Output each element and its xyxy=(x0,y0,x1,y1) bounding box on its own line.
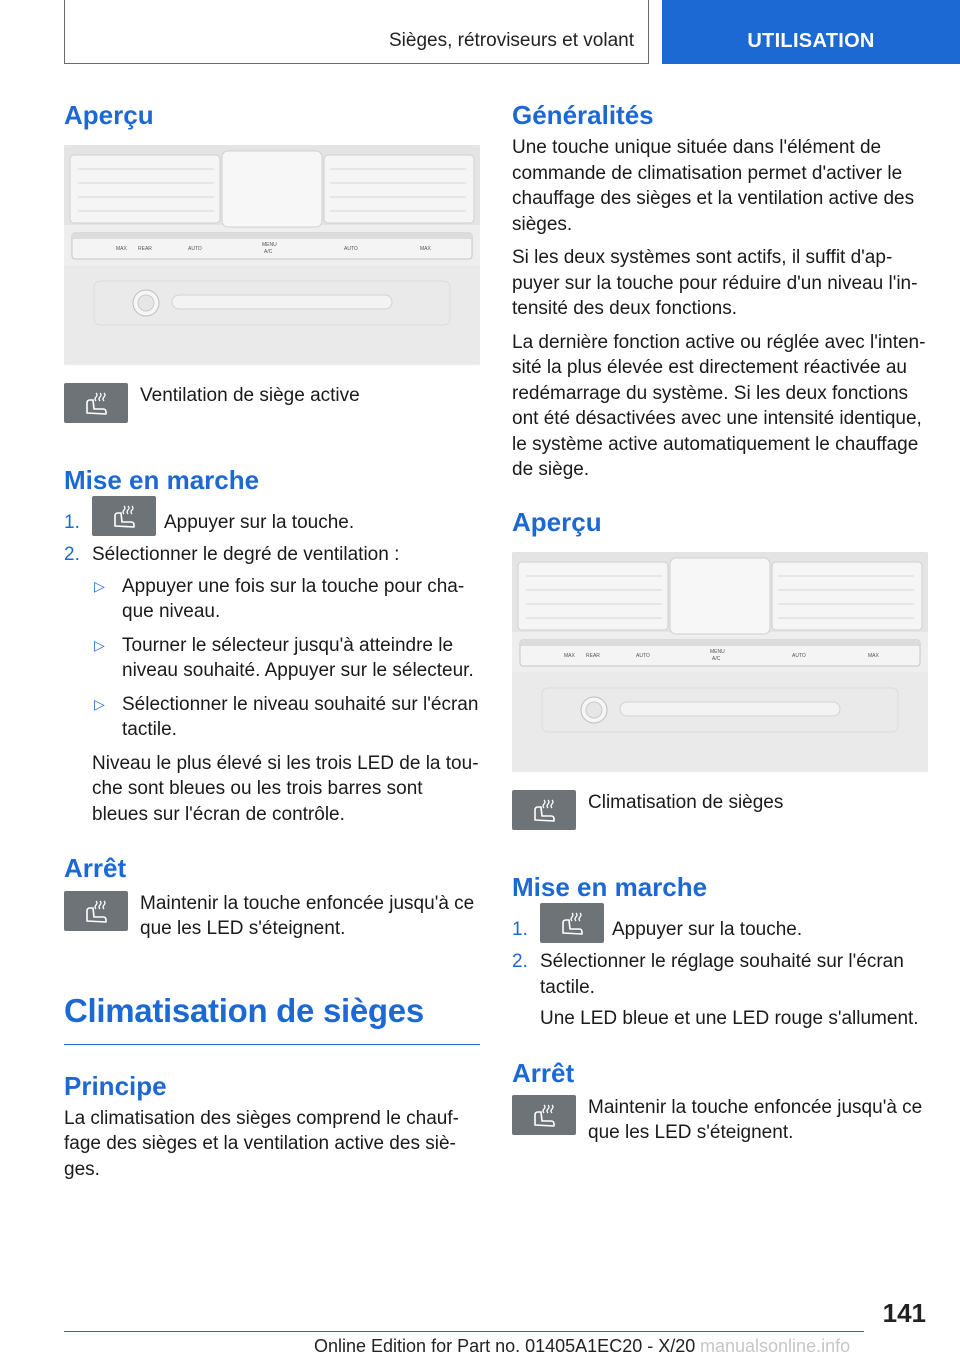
off-text: Maintenir la touche enfoncée jusqu'à ce que les LED s'éteignent. xyxy=(140,892,475,940)
overview-caption: Ventilation de siège active xyxy=(140,385,360,407)
off-heading: Arrêt xyxy=(64,853,127,884)
footer-watermark: manualsonline.info xyxy=(700,1336,851,1356)
header-section-box xyxy=(64,0,649,64)
panel-label-auto1: AUTO xyxy=(188,246,202,253)
overview-legend xyxy=(512,790,928,830)
triangle-bullet-icon: ▷ xyxy=(94,636,105,653)
header-chapter-tab[interactable] xyxy=(662,0,960,64)
general-paragraph-1: Une touche unique située dans l'élément de commande de climatisation permet d'activer le chauffage des sièges et la ventilation active des sièges. xyxy=(512,137,915,235)
level-note: Niveau le plus élevé si les trois LED de la tou-che sont bleues ou les trois barres sont bleues sur l'écran de contrôle. xyxy=(92,752,479,825)
panel-label-auto1: AUTO xyxy=(636,652,650,659)
list-item: ▷ Tourner le sélecteur jusqu'à atteindre le niveau souhaité. Appuyer sur le sélecteur. xyxy=(94,634,474,682)
overview-heading: Aperçu xyxy=(512,506,602,537)
switch-on-steps xyxy=(64,510,480,827)
seat-ventilation-icon xyxy=(64,383,128,423)
chapter-heading: Climatisation de sièges xyxy=(64,992,480,1045)
climate-panel-photo xyxy=(512,552,928,772)
triangle-bullet-icon: ▷ xyxy=(94,695,105,712)
seat-climate-icon xyxy=(512,1095,576,1135)
off-text: Maintenir la touche enfoncée jusqu'à ce que les LED s'éteignent. xyxy=(588,1096,923,1144)
right-column xyxy=(512,100,928,1188)
panel-label-menu: MENU xyxy=(710,648,725,655)
step-text: Sélectionner le réglage souhaité sur l'écran tactile. xyxy=(540,951,904,998)
triangle-bullet-icon: ▷ xyxy=(94,577,105,594)
overview-heading: Aperçu xyxy=(64,100,154,130)
panel-label-max2: MAX xyxy=(420,246,431,253)
seat-ventilation-icon xyxy=(64,891,128,931)
general-paragraph-3: La dernière fonction active ou réglée avec l'inten-sité la plus élevée est directement réactivée au redémarrage du système. Si les deux fonctions ont été désactivées avec une intensité identique, le système active automatiquement le chauffage de siège. xyxy=(512,331,926,481)
panel-label-rear: REAR xyxy=(586,652,600,659)
general-heading: Généralités xyxy=(512,100,654,130)
off-heading: Arrêt xyxy=(512,1057,575,1088)
seat-climate-icon xyxy=(512,790,576,830)
step-text: Appuyer sur la touche. xyxy=(164,512,355,534)
ventilation-options xyxy=(92,574,480,743)
panel-label-menu: MENU xyxy=(262,242,277,249)
switch-on-heading: Mise en marche xyxy=(512,871,708,902)
switch-on-heading: Mise en marche xyxy=(64,465,260,496)
overview-legend xyxy=(64,383,480,423)
header-chapter-title: UTILISATION xyxy=(747,30,875,52)
panel-label-rear: REAR xyxy=(138,246,152,253)
off-instruction xyxy=(64,891,480,942)
panel-label-auto2: AUTO xyxy=(344,246,358,253)
off-instruction xyxy=(512,1095,928,1146)
principle-heading: Principe xyxy=(64,1070,167,1101)
overview-caption: Climatisation de sièges xyxy=(588,791,784,813)
climate-panel-photo xyxy=(64,145,480,365)
step-text: Sélectionner le degré de ventilation : xyxy=(92,544,400,566)
step-item: 2. Sélectionner le réglage souhaité sur l'écran tactile. Une LED bleue et une LED rouge s'allument. xyxy=(512,949,928,1032)
panel-label-auto2: AUTO xyxy=(792,652,806,659)
step-item: 1. Appuyer sur la touche. xyxy=(512,917,928,943)
panel-label-ac: A/C xyxy=(712,655,721,662)
footer-edition: Online Edition for Part no. 01405A1EC20 - X/20 xyxy=(314,1336,696,1356)
step-item: 2. Sélectionner le degré de ventilation : ▷ Appuyer une fois sur la touche pour cha- que niveau. ▷ Tourner le sélecteur jusqu'à atteindre le niveau souhaité. Appuyer sur le sélecteur. ▷ Sélectionner le niveau souhaité sur l'écran tactile. Niveau le plus élevé si les trois LED de la tou-che sont bleues ou les trois barres sont bleues sur l'écran de contrôle. xyxy=(64,542,480,827)
footer-divider xyxy=(64,1331,864,1332)
principle-text: La climatisation des sièges comprend le chauf-fage des sièges et la ventilation active des siè-ges. xyxy=(64,1107,459,1180)
seat-ventilation-key-icon xyxy=(92,496,156,536)
led-note: Une LED bleue et une LED rouge s'allument. xyxy=(540,1008,919,1030)
general-paragraph-2: Si les deux systèmes sont actifs, il suffit d'ap-puyer sur la touche pour réduire d'un niveau l'in-tensité des deux fonctions. xyxy=(512,247,918,320)
list-item: ▷ Sélectionner le niveau souhaité sur l'écran tactile. xyxy=(94,693,479,741)
panel-label-ac: A/C xyxy=(264,249,273,256)
list-item: ▷ Appuyer une fois sur la touche pour cha- que niveau. xyxy=(94,575,465,623)
panel-label-max1: MAX xyxy=(564,652,575,659)
page-number: 141 xyxy=(882,1298,926,1328)
step-text: Appuyer sur la touche. xyxy=(612,919,803,941)
seat-climate-key-icon xyxy=(540,903,604,943)
panel-label-max1: MAX xyxy=(116,246,127,253)
header-section-title: Sièges, rétroviseurs et volant xyxy=(388,30,634,51)
left-column xyxy=(64,100,480,1190)
step-item: 1. Appuyer sur la touche. xyxy=(64,510,480,536)
switch-on-steps xyxy=(512,917,928,1032)
panel-label-max2: MAX xyxy=(868,652,879,659)
